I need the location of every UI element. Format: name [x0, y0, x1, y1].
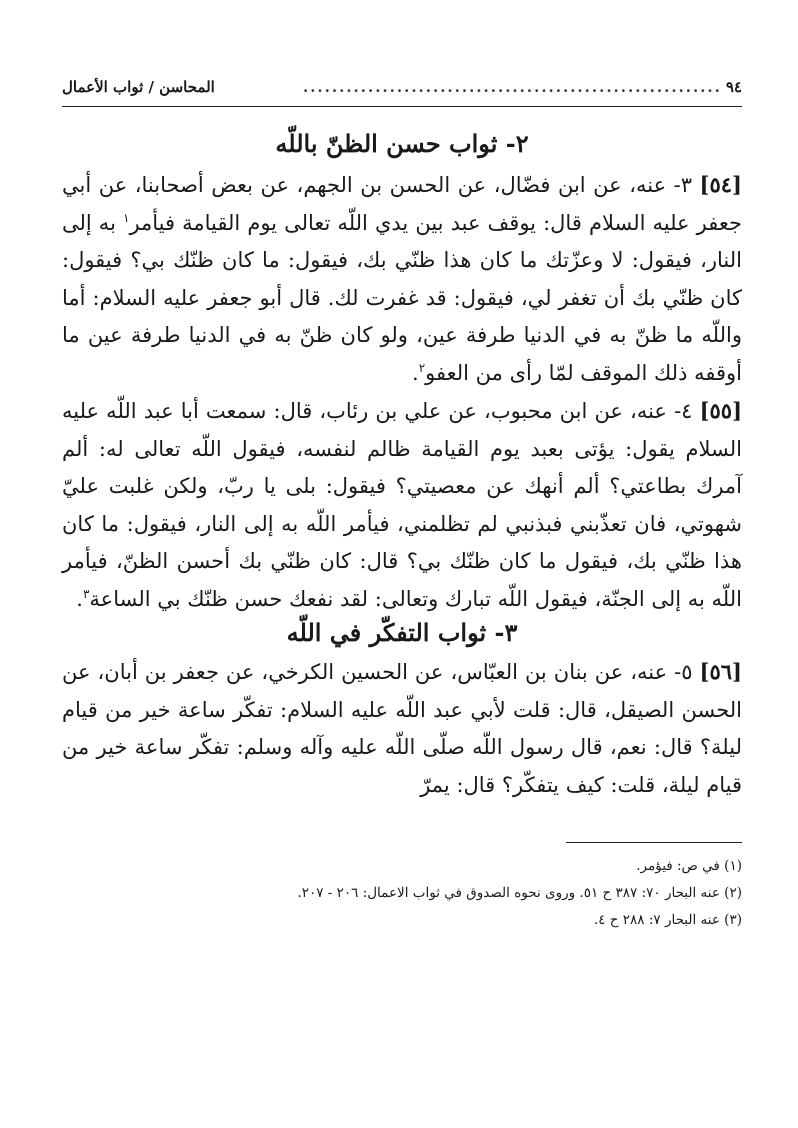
book-page: [62, 78, 742, 1078]
hadith-paragraph-55: [62, 392, 742, 618]
leader-dots: ..........................................................: [302, 78, 722, 96]
hadith-number: [٥٦]: [699, 659, 742, 684]
hadith-paragraph-56: [62, 653, 742, 804]
hadith-text: به إلى النار، فيقول: لا وعزّتك ما كان هذا ظنّي بك، فيقول: ما كان ظنّك بي؟ فيقول: كان ظنّي بك أن تغفر لي، فيقول: قد غفرت لك. قال أبو جعفر عليه السلام: أما واللّه ما ظنّ به في الدنيا طرفة عين، ولو كان ظنّ به في الدنيا طرفة عين ما أوقفه ذلك الموقف لمّا رأى من العفو: [62, 210, 742, 385]
section-heading-1: ٢- ثواب حسن الظنّ باللّه: [275, 129, 529, 158]
hadith-text: ٥- عنه، عن بنان بن العبّاس، عن الحسين الكرخي، عن جعفر بن أبان، عن الحسن الصيقل، قال: قلت لأبي عبد اللّه عليه السلام: تفكّر ساعة خير من قيام ليلة؟ قال: نعم، قال رسول اللّه صلّى اللّه عليه وآله وسلم: تفكّر ساعة خير من قيام ليلة، قلت: كيف يتفكّر؟ قال: يمرّ: [62, 660, 742, 797]
page-number: ٩٤: [725, 78, 742, 96]
footnote-marker[interactable]: ١: [123, 210, 130, 225]
running-head: [62, 78, 742, 104]
footnote-marker[interactable]: ٣: [82, 586, 90, 601]
footnote-marker[interactable]: ٢: [418, 360, 426, 375]
hadith-paragraph-54: [62, 166, 742, 392]
hadith-number: [٥٥]: [699, 398, 742, 423]
section-heading-2: ٣- ثواب التفكّر في اللّه: [286, 618, 518, 647]
hadith-text: ٣- عنه، عن ابن فضّال، عن الحسن بن الجهم، عن بعض أصحابنا، عن أبي جعفر عليه السلام قال: يوقف عبد بين يدي اللّه تعالى يوم القيامة فيأمر: [62, 173, 742, 235]
footnote-rule: [566, 842, 742, 843]
hadith-text: .: [412, 360, 419, 385]
header-rule: [62, 106, 742, 107]
footnote-2: (٢) عنه البحار ٧٠: ٣٨٧ ح ٥١. وروى نحوه الصدوق في ثواب الاعمال: ٢٠٦ - ٢٠٧.: [297, 885, 742, 901]
running-title: المحاسن / ثواب الأعمال: [62, 78, 215, 96]
footnote-3: (٣) عنه البحار ٧: ٢٨٨ ح ٤.: [593, 912, 742, 928]
hadith-text: .: [76, 586, 83, 611]
footnote-1: (١) في ص: فيؤمر.: [636, 858, 742, 874]
hadith-number: [٥٤]: [699, 172, 742, 197]
hadith-text: ٤- عنه، عن ابن محبوب، عن علي بن رئاب، قال: سمعت أبا عبد اللّه عليه السلام يقول: يؤتى بعبد يوم القيامة ظالم لنفسه، فيقول اللّه تعالى له: ألم آمرك بطاعتي؟ ألم أنهك عن معصيتي؟ فيقول: بلى يا ربّ، ولكن غلبت عليّ شهوتي، فان تعذّبني فبذنبي لم تظلمني، فيأمر اللّه به إلى النار، فيقول: ما كان هذا ظنّي بك، فيقول ما كان ظنّك بي؟ قال: كان ظنّي بك أحسن الظنّ، فيأمر اللّه به إلى الجنّة، فيقول اللّه تبارك وتعالى: لقد نفعك حسن ظنّك بي الساعة: [62, 399, 742, 611]
